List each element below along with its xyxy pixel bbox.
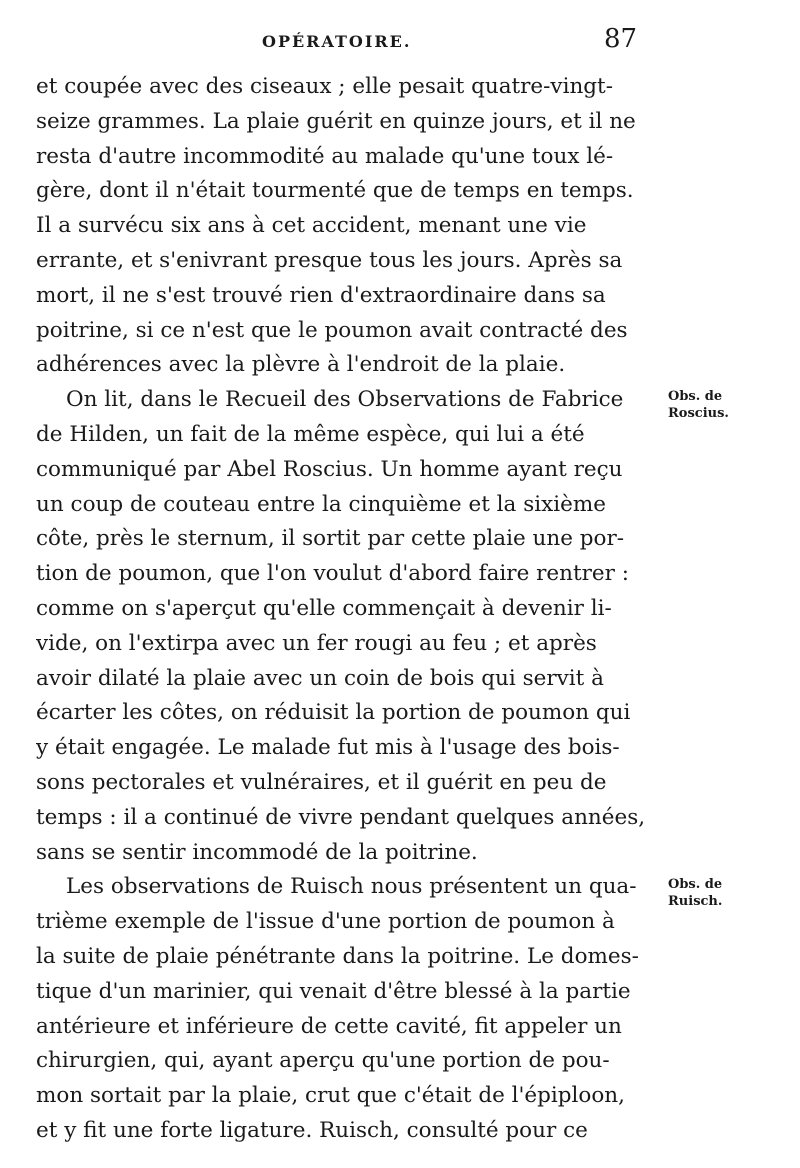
running-head [0,24,800,64]
margin-note-line: Roscius. [668,406,729,421]
text-line: tion de poumon, que l'on voulut d'abord faire rentrer : [36,561,629,587]
text-line: de Hilden, un fait de la même espèce, qui lui a été [36,421,585,447]
text-line: la suite de plaie pénétrante dans la poitrine. Le domes- [36,943,639,969]
text-line: temps : il a continué de vivre pendant quelques années, [36,804,646,830]
text-line: comme on s'aperçut qu'elle commençait à devenir li- [36,595,612,621]
text-line: et coupée avec des ciseaux ; elle pesait quatre-vingt- [36,74,613,99]
text-line: côte, près le sternum, il sortit par cette plaie une por- [36,526,625,552]
margin-note-line: Obs. de [668,389,723,404]
text-line: communiqué par Abel Roscius. Un homme ayant reçu [36,456,623,482]
paragraph-start-line: Les observations de Ruisch nous présentent un qua- [66,874,637,900]
text-line: avoir dilaté la plaie avec un coin de bois qui servit à [36,665,604,691]
text-line: seize grammes. La plaie guérit en quinze jours, et il ne [36,108,636,134]
text-line: poitrine, si ce n'est que le poumon avait contracté des [36,317,628,343]
margin-note-line: Ruisch. [668,894,723,909]
margin-note-line: Obs. de [668,877,723,892]
text-line: mort, il ne s'est trouvé rien d'extraordinaire dans sa [36,282,606,308]
text-line: sons pectorales et vulnéraires, et il guérit en peu de [36,769,607,795]
text-line: adhérences avec la plèvre à l'endroit de la plaie. [36,352,566,378]
text-line: gère, dont il n'était tourmenté que de temps en temps. [36,178,634,204]
text-line: tique d'un marinier, qui venait d'être blessé à la partie [36,978,631,1004]
text-line: errante, et s'enivrant presque tous les jours. Après sa [36,247,623,273]
text-line: mon sortait par la plaie, crut que c'était de l'épiploon, [36,1083,625,1109]
page-number: 87 [604,24,638,54]
margin-note-ruisch [668,876,758,910]
text-line: Il a survécu six ans à cet accident, menant une vie [36,213,587,239]
margin-note-roscius [668,388,758,422]
text-line: vide, on l'extirpa avec un fer rougi au feu ; et après [36,630,597,656]
text-line: y était engagée. Le malade fut mis à l'usage des bois- [36,735,620,761]
text-line: resta d'autre incommodité au malade qu'une toux lé- [36,143,614,169]
text-line: chirurgien, qui, ayant aperçu qu'une portion de pou- [36,1048,610,1074]
text-line: trième exemple de l'issue d'une portion de poumon à [36,909,615,935]
text-line: sans se sentir incommodé de la poitrine. [36,839,478,865]
paragraph-start-line: On lit, dans le Recueil des Observations de Fabrice [66,387,624,413]
text-line: écarter les côtes, on réduisit la portion de poumon qui [36,700,631,726]
running-title: OPÉRATOIRE. [262,32,412,51]
text-line: et y fit une forte ligature. Ruisch, consulté pour ce [36,1117,588,1143]
text-line: un coup de couteau entre la cinquième et la sixième [36,491,606,517]
body-text [36,70,656,1149]
text-line: antérieure et inférieure de cette cavité, fit appeler un [36,1013,622,1039]
